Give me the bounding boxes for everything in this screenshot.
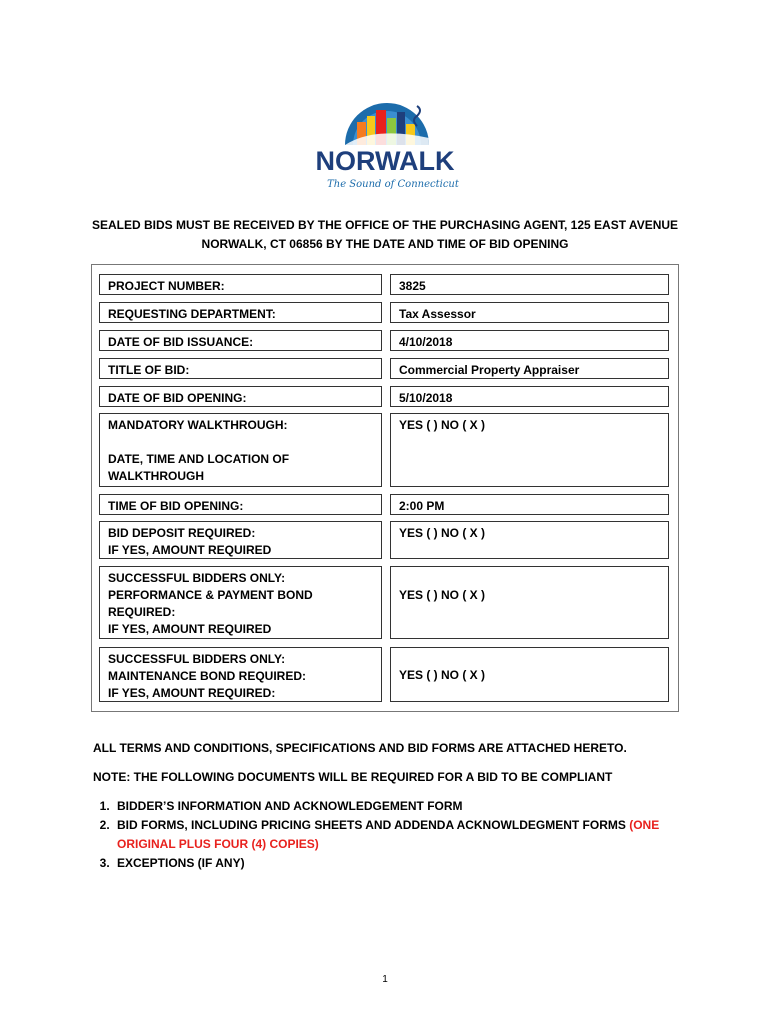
- list-item: 3. EXCEPTIONS (IF ANY): [113, 854, 703, 873]
- label-project-number: PROJECT NUMBER:: [99, 274, 382, 295]
- list-item: 1. BIDDER’S INFORMATION AND ACKNOWLEDGEMENT FORM: [113, 797, 703, 816]
- label-bid-deposit: BID DEPOSIT REQUIRED: IF YES, AMOUNT REQUIRED: [99, 521, 382, 559]
- notice-line-1: SEALED BIDS MUST BE RECEIVED BY THE OFFICE OF THE PURCHASING AGENT, 125 EAST AVENUE: [91, 218, 679, 232]
- value-date-of-opening: 5/10/2018: [390, 386, 669, 407]
- page-number: 1: [382, 974, 388, 985]
- norwalk-logo: [305, 98, 465, 194]
- list-item: [113, 816, 703, 854]
- terms-statement: ALL TERMS AND CONDITIONS, SPECIFICATIONS AND BID FORMS ARE ATTACHED HERETO.: [93, 741, 627, 755]
- label-date-of-issuance: DATE OF BID ISSUANCE:: [99, 330, 382, 351]
- value-performance-bond: YES ( ) NO ( X ): [390, 566, 669, 639]
- list-item-text: BID FORMS, INCLUDING PRICING SHEETS AND ADDENDA ACKNOWLDEGMENT FORMS: [117, 818, 630, 832]
- value-bid-deposit: YES ( ) NO ( X ): [390, 521, 669, 559]
- value-title-of-bid: Commercial Property Appraiser: [390, 358, 669, 379]
- value-requesting-department: Tax Assessor: [390, 302, 669, 323]
- label-maintenance-bond: SUCCESSFUL BIDDERS ONLY: MAINTENANCE BOND REQUIRED: IF YES, AMOUNT REQUIRED:: [99, 647, 382, 702]
- label-requesting-department: REQUESTING DEPARTMENT:: [99, 302, 382, 323]
- value-time-of-opening: 2:00 PM: [390, 494, 669, 515]
- logo-tagline: The Sound of Connecticut: [327, 179, 459, 190]
- sealed-bids-notice: [60, 216, 710, 254]
- label-performance-bond: SUCCESSFUL BIDDERS ONLY: PERFORMANCE & PAYMENT BOND REQUIRED: IF YES, AMOUNT REQUIRED: [99, 566, 382, 639]
- notice-line-2: NORWALK, CT 06856 BY THE DATE AND TIME OF BID OPENING: [201, 237, 569, 251]
- compliance-note: NOTE: THE FOLLOWING DOCUMENTS WILL BE REQUIRED FOR A BID TO BE COMPLIANT: [93, 770, 613, 784]
- label-title-of-bid: TITLE OF BID:: [99, 358, 382, 379]
- copies-requirement-highlight: (ONE ORIGINAL PLUS FOUR (4) COPIES): [117, 818, 660, 851]
- label-time-of-opening: TIME OF BID OPENING:: [99, 494, 382, 515]
- label-mandatory-walkthrough: MANDATORY WALKTHROUGH: DATE, TIME AND LOCATION OF WALKTHROUGH: [99, 413, 382, 487]
- label-date-of-opening: DATE OF BID OPENING:: [99, 386, 382, 407]
- value-mandatory-walkthrough: YES ( ) NO ( X ): [390, 413, 669, 487]
- value-maintenance-bond: YES ( ) NO ( X ): [390, 647, 669, 702]
- value-date-of-issuance: 4/10/2018: [390, 330, 669, 351]
- required-documents-list: [93, 797, 703, 873]
- value-project-number: 3825: [390, 274, 669, 295]
- logo-wordmark: NORWALK: [315, 146, 455, 176]
